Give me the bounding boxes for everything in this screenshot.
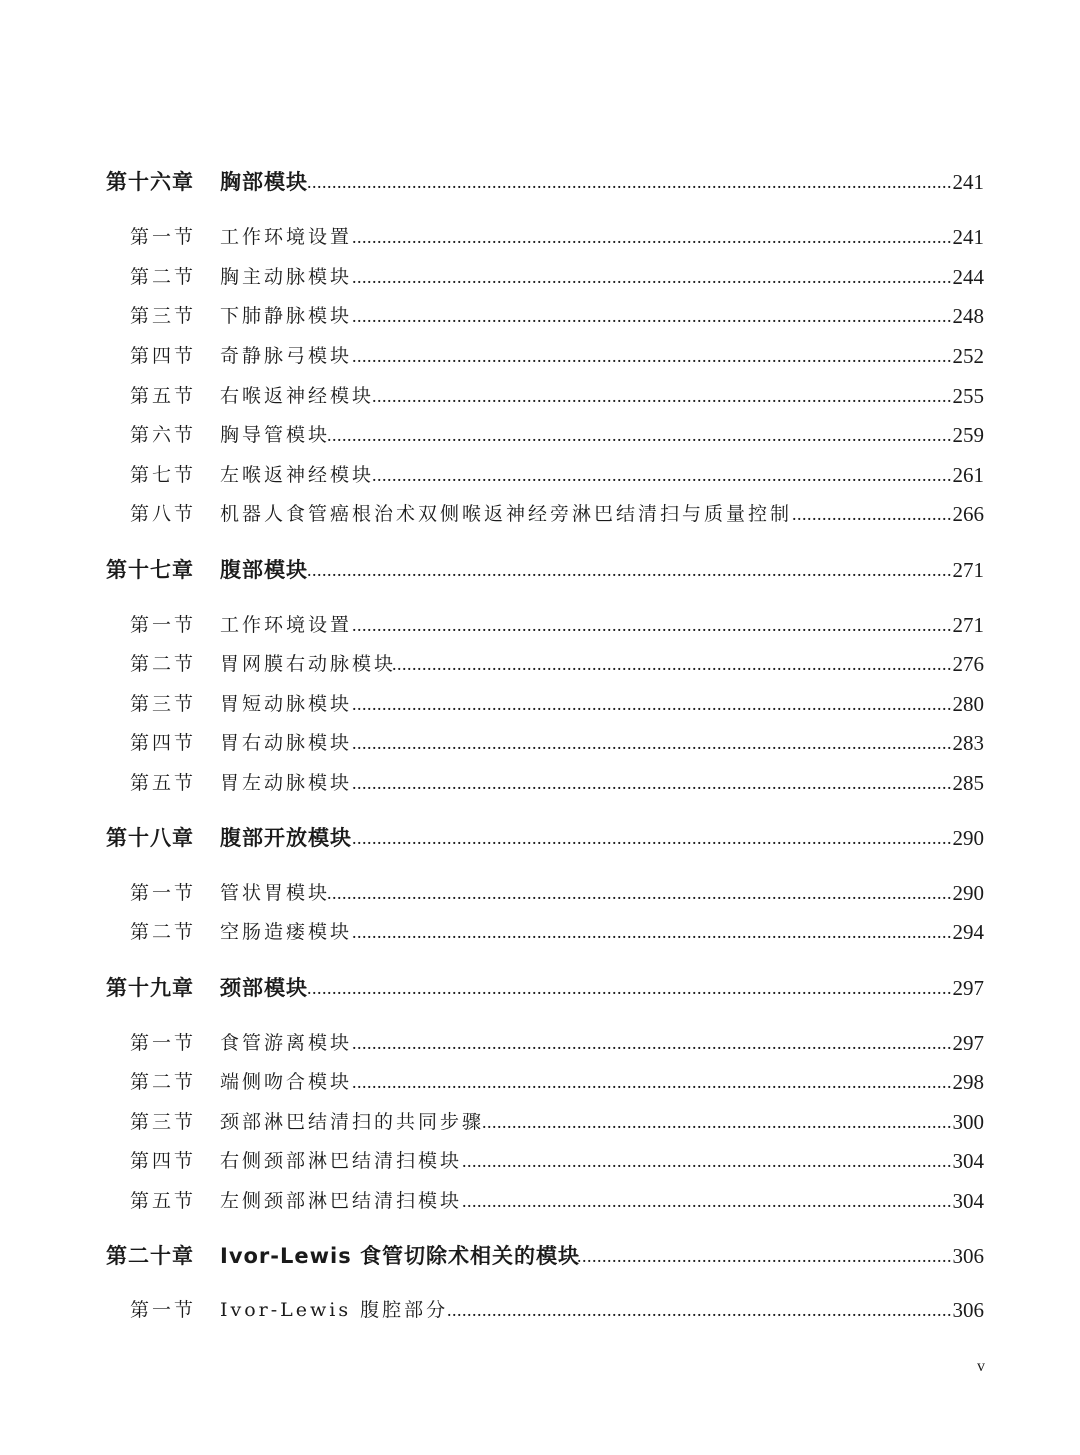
dot-leader: ..................................................................................................: [462, 1191, 952, 1211]
chapter-title: 腹部模块: [220, 558, 308, 582]
section-title: 颈部淋巴结清扫的共同步骤: [220, 1111, 485, 1133]
section-title: Ivor-Lewis 腹腔部分: [220, 1299, 449, 1321]
chapter-number: 第十六章: [106, 170, 194, 194]
toc-section-entry[interactable]: [0, 380, 1080, 412]
dot-leader: ........................................................................................................................: [352, 346, 952, 366]
page-number: 297: [952, 1031, 984, 1055]
dot-leader: ........................................................................................................................: [352, 922, 952, 942]
section-number: 第八节: [130, 503, 197, 525]
page-number: 266: [952, 502, 984, 526]
page-number: 255: [952, 384, 984, 408]
dot-leader: .................................................................................................................................: [307, 560, 952, 580]
section-title: 机器人食管癌根治术双侧喉返神经旁淋巴结清扫与质量控制: [220, 503, 793, 525]
chapter-title: 颈部模块: [220, 976, 308, 1000]
page-number: 304: [952, 1149, 984, 1173]
dot-leader: ..............................................................................................: [482, 1112, 952, 1132]
dot-leader: ................................................................................................................: [392, 654, 952, 674]
section-number: 第二节: [130, 1071, 197, 1093]
section-number: 第五节: [130, 385, 197, 407]
dot-leader: .............................................................................................................................: [327, 425, 952, 445]
dot-leader: ........................................................................................................................: [352, 694, 952, 714]
toc-section-entry[interactable]: [0, 648, 1080, 680]
section-title: 下肺静脉模块: [220, 305, 353, 327]
page-number: 298: [952, 1070, 984, 1094]
page-number: 304: [952, 1189, 984, 1213]
page-number: 294: [952, 920, 984, 944]
page-number: 241: [952, 225, 984, 249]
toc-section-entry[interactable]: [0, 727, 1080, 759]
section-title: 工作环境设置: [220, 226, 353, 248]
dot-leader: ........................................................................................................................: [352, 227, 952, 247]
page-number: 276: [952, 652, 984, 676]
page-number: 283: [952, 731, 984, 755]
section-number: 第四节: [130, 1150, 197, 1172]
toc-section-entry[interactable]: [0, 419, 1080, 451]
page-number: 259: [952, 423, 984, 447]
toc-section-entry[interactable]: [0, 1145, 1080, 1177]
toc-section-entry[interactable]: [0, 459, 1080, 491]
dot-leader: ........................................................................................................................: [352, 828, 952, 848]
section-title: 胃短动脉模块: [220, 693, 353, 715]
chapter-title: Ivor-Lewis 食管切除术相关的模块: [220, 1244, 581, 1268]
section-number: 第一节: [130, 614, 197, 636]
page-number: 300: [952, 1110, 984, 1134]
dot-leader: ........................................................................................................................: [352, 773, 952, 793]
dot-leader: ........................................................................................................................: [352, 615, 952, 635]
toc-section-entry[interactable]: [0, 688, 1080, 720]
toc-section-entry[interactable]: [0, 1294, 1080, 1326]
page-number: 297: [952, 976, 984, 1000]
dot-leader: ........................................................................................................................: [352, 306, 952, 326]
page-number: 271: [952, 558, 984, 582]
page-number: 261: [952, 463, 984, 487]
section-number: 第三节: [130, 305, 197, 327]
section-number: 第二节: [130, 266, 197, 288]
dot-leader: ..................................................................................................: [462, 1151, 952, 1171]
page-folio: v: [977, 1358, 985, 1375]
dot-leader: .....................................................................................................: [447, 1300, 952, 1320]
chapter-number: 第十七章: [106, 558, 194, 582]
toc-section-entry[interactable]: [0, 609, 1080, 641]
dot-leader: .................................................................................................................................: [307, 978, 952, 998]
toc-chapter-entry[interactable]: [0, 822, 1080, 854]
chapter-title: 胸部模块: [220, 170, 308, 194]
dot-leader: ........................................................................................................................: [352, 1033, 952, 1053]
section-number: 第一节: [130, 882, 197, 904]
page-number: 290: [952, 881, 984, 905]
page-number: 306: [952, 1244, 984, 1268]
section-number: 第四节: [130, 732, 197, 754]
dot-leader: .............................................................................................................................: [327, 883, 952, 903]
chapter-number: 第十八章: [106, 826, 194, 850]
section-title: 食管游离模块: [220, 1032, 353, 1054]
chapter-title: 腹部开放模块: [220, 826, 352, 850]
dot-leader: ........................................................................................................................: [352, 267, 952, 287]
toc-section-entry[interactable]: [0, 261, 1080, 293]
toc-chapter-entry[interactable]: [0, 1240, 1080, 1272]
section-title: 胸导管模块: [220, 424, 331, 446]
toc-chapter-entry[interactable]: [0, 166, 1080, 198]
section-title: 胃右动脉模块: [220, 732, 353, 754]
toc-section-entry[interactable]: [0, 221, 1080, 253]
section-number: 第六节: [130, 424, 197, 446]
section-title: 空肠造瘘模块: [220, 921, 353, 943]
toc-chapter-entry[interactable]: [0, 554, 1080, 586]
page-number: 306: [952, 1298, 984, 1322]
page-number: 248: [952, 304, 984, 328]
dot-leader: ....................................................................................................................: [372, 386, 952, 406]
toc-section-entry[interactable]: [0, 340, 1080, 372]
section-number: 第三节: [130, 1111, 197, 1133]
section-title: 胃左动脉模块: [220, 772, 353, 794]
section-title: 工作环境设置: [220, 614, 353, 636]
page-number: 280: [952, 692, 984, 716]
dot-leader: ...........................................................................: [577, 1246, 952, 1266]
toc-section-entry[interactable]: [0, 300, 1080, 332]
section-number: 第七节: [130, 464, 197, 486]
toc-section-entry[interactable]: [0, 1066, 1080, 1098]
section-title: 端侧吻合模块: [220, 1071, 353, 1093]
section-number: 第二节: [130, 653, 197, 675]
page-number: 271: [952, 613, 984, 637]
toc-section-entry[interactable]: [0, 498, 1080, 530]
toc-section-entry[interactable]: [0, 1106, 1080, 1138]
section-title: 胃网膜右动脉模块: [220, 653, 397, 675]
page-number: 244: [952, 265, 984, 289]
toc-section-entry[interactable]: [0, 877, 1080, 909]
section-number: 第四节: [130, 345, 197, 367]
dot-leader: ........................................................................................................................: [352, 1072, 952, 1092]
page-number: 290: [952, 826, 984, 850]
section-title: 胸主动脉模块: [220, 266, 353, 288]
page-number: 252: [952, 344, 984, 368]
section-number: 第五节: [130, 772, 197, 794]
toc-chapter-entry[interactable]: [0, 972, 1080, 1004]
page-number: 241: [952, 170, 984, 194]
section-title: 左侧颈部淋巴结清扫模块: [220, 1190, 463, 1212]
section-title: 右侧颈部淋巴结清扫模块: [220, 1150, 463, 1172]
toc-section-entry[interactable]: [0, 916, 1080, 948]
dot-leader: ........................................................................................................................: [352, 733, 952, 753]
section-number: 第一节: [130, 1299, 197, 1321]
section-title: 左喉返神经模块: [220, 464, 375, 486]
chapter-number: 第二十章: [106, 1244, 194, 1268]
dot-leader: ................................: [792, 504, 952, 524]
section-title: 奇静脉弓模块: [220, 345, 353, 367]
section-title: 右喉返神经模块: [220, 385, 375, 407]
section-number: 第五节: [130, 1190, 197, 1212]
section-title: 管状胃模块: [220, 882, 331, 904]
toc-section-entry[interactable]: [0, 1027, 1080, 1059]
dot-leader: ....................................................................................................................: [372, 465, 952, 485]
section-number: 第二节: [130, 921, 197, 943]
section-number: 第三节: [130, 693, 197, 715]
page-number: 285: [952, 771, 984, 795]
section-number: 第一节: [130, 1032, 197, 1054]
dot-leader: .................................................................................................................................: [307, 172, 952, 192]
chapter-number: 第十九章: [106, 976, 194, 1000]
toc-section-entry[interactable]: [0, 1185, 1080, 1217]
section-number: 第一节: [130, 226, 197, 248]
toc-section-entry[interactable]: [0, 767, 1080, 799]
